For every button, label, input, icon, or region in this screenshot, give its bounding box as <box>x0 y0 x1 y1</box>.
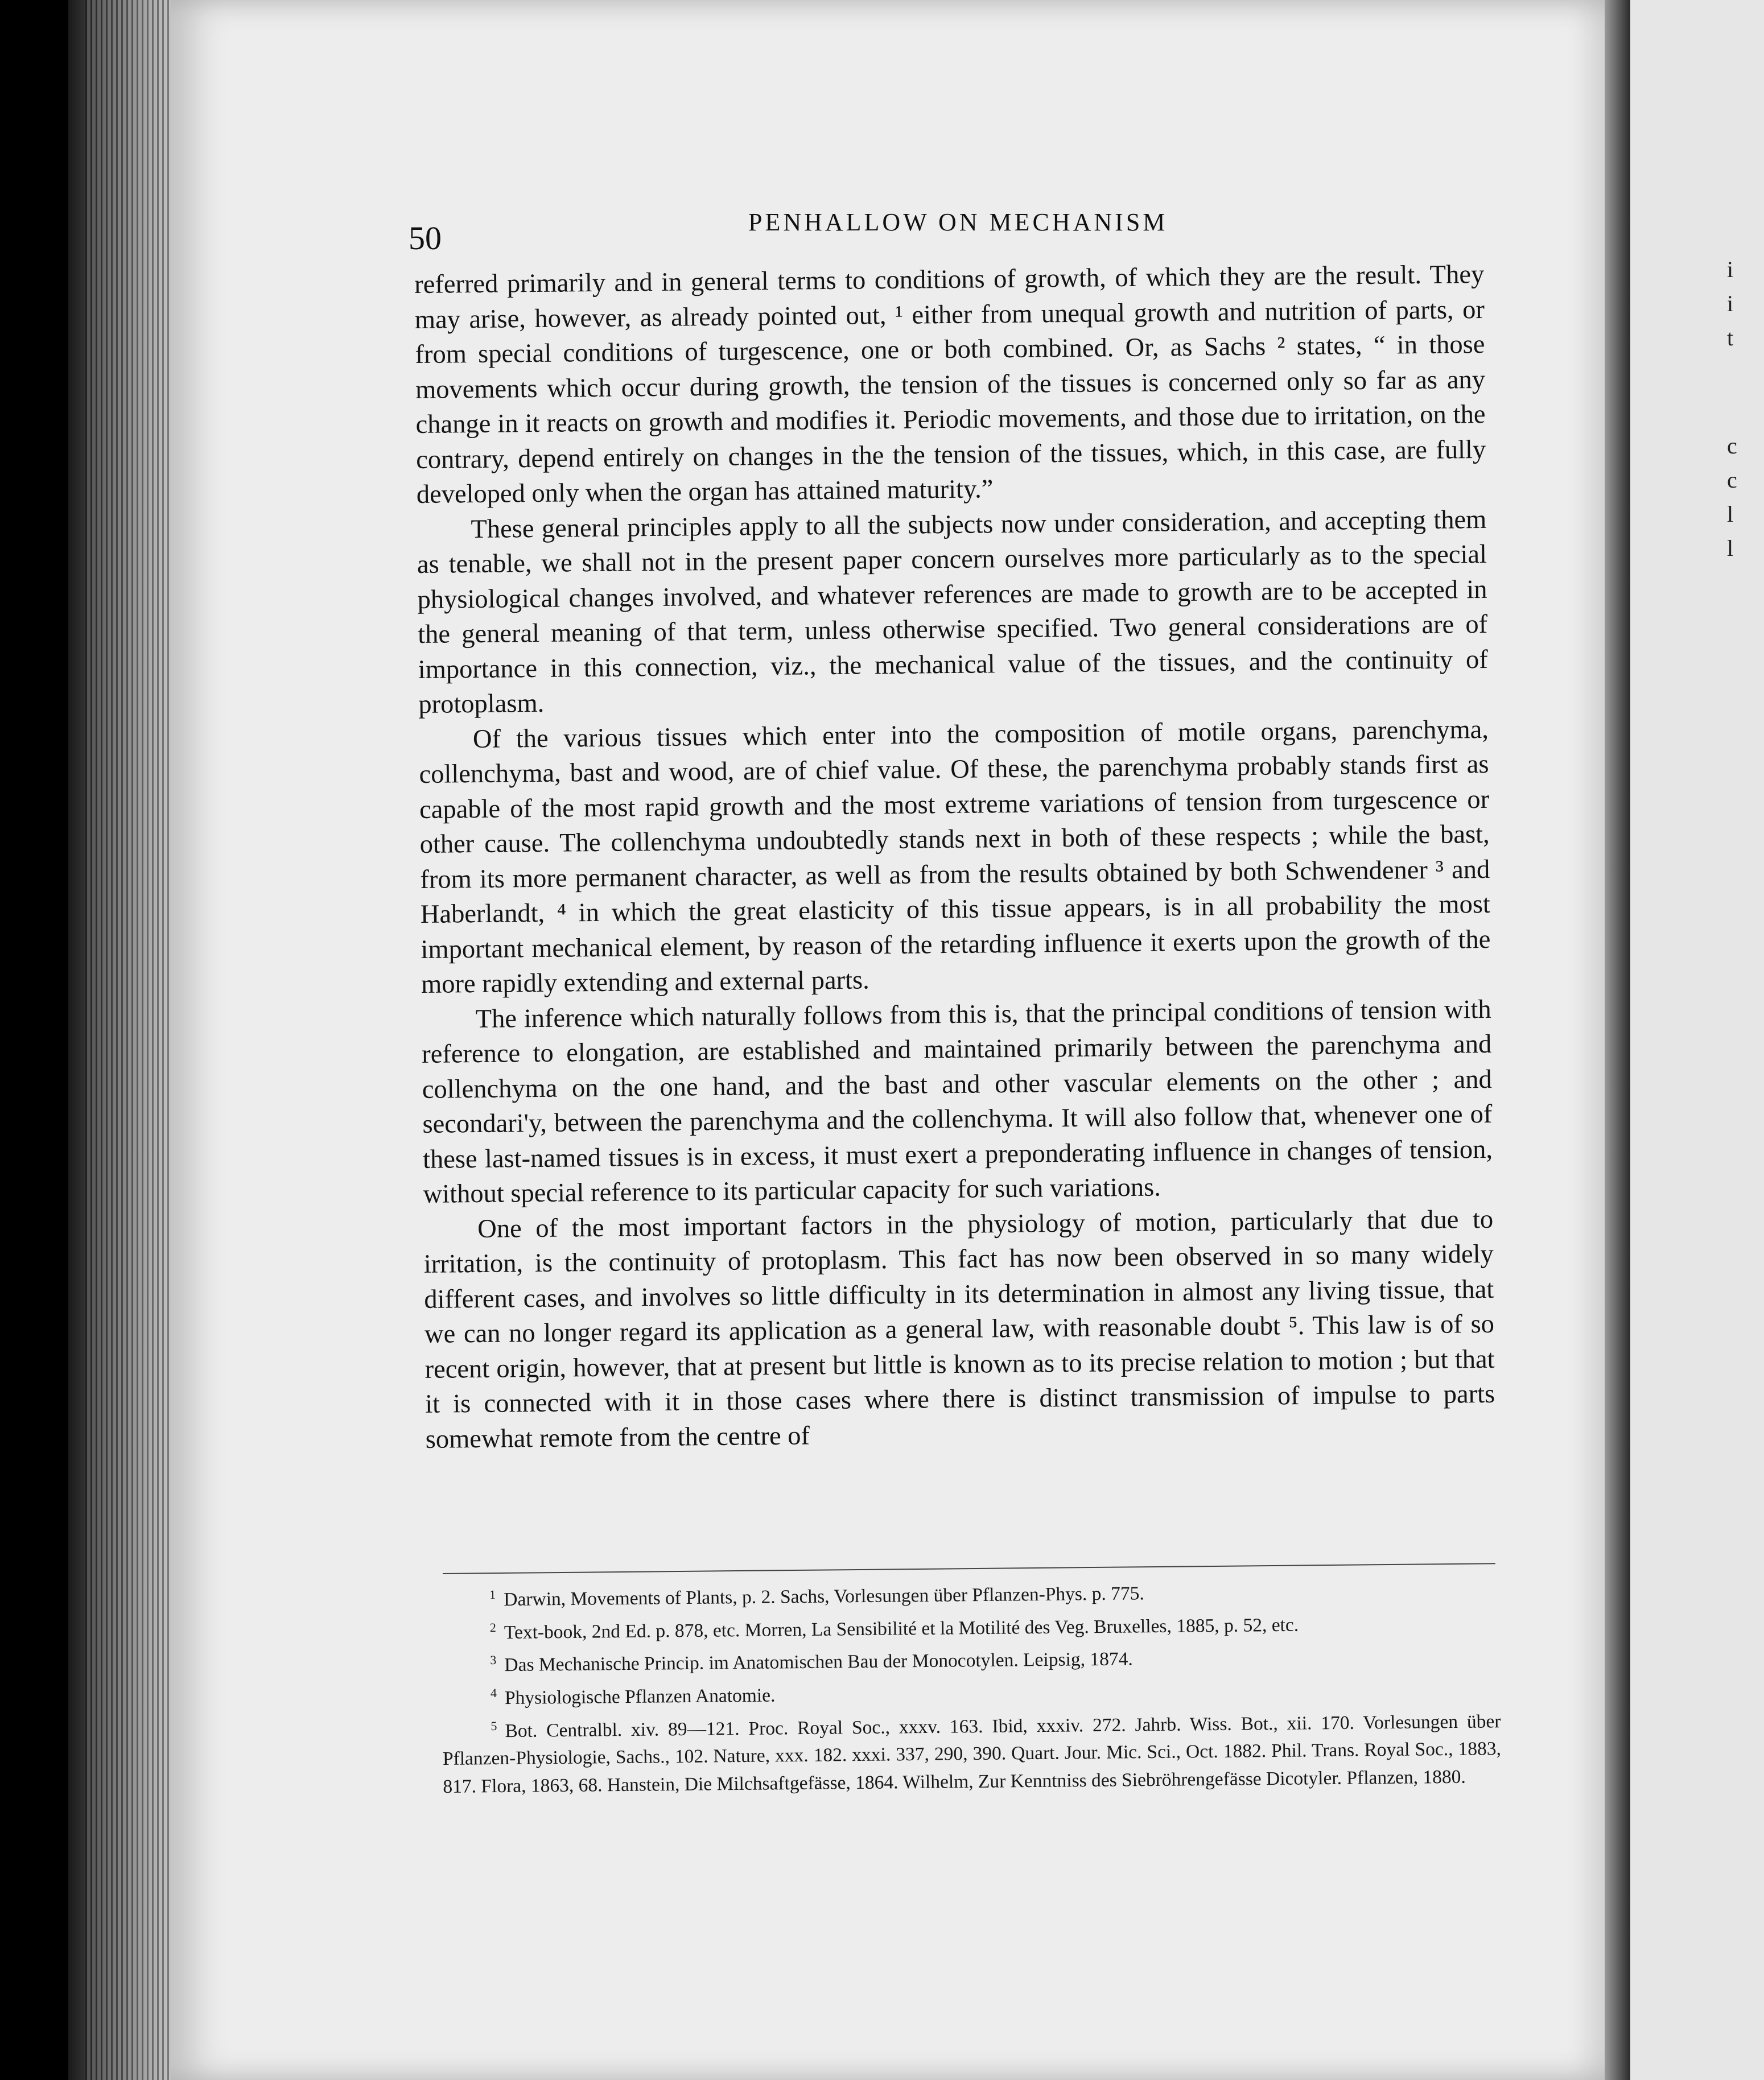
footnote-mark: 2 <box>489 1620 496 1635</box>
paragraph: One of the most important factors in the physiology of motion, particularly that due to irritation, is the continuity of protoplasm. This fact has now been observed in so many widely different cases, and involves so little difficulty in its determination in almost any living tissue, that we can no longer regard its application as a general law, with reasonable doubt ⁵. This law is of so recent origin, however, that at present but little is known as to its precise relation to motion ; but that it is connected with it in those cases where there is distinct transmission of impulse to parts somewhat remote from the centre of <box>423 1204 1495 1454</box>
facing-page-char: l <box>1727 501 1734 527</box>
paragraph: referred primarily and in general terms to conditions of growth, of which they are the result. They may arise, however, as already pointed out, ¹ either from unequal growth and nutrition of parts, or from special conditions of turgescence, one or both combined. Or, as Sachs ² states, “ in those movements which occur during growth, the tension of the tissues is concerned only so far as any change in it reacts on growth and modifies it. Periodic movements, and those due to irritation, on the contrary, depend entirely on changes in the the tension of the tissues, which, in this case, are fully developed only when the organ has attained maturity.” <box>414 259 1486 509</box>
facing-page-char: i <box>1727 291 1734 316</box>
paragraph: Of the various tissues which enter into the composition of motile organs, parenchyma, collenchyma, bast and wood, are of chief value. Of these, the parenchyma probably stands first as capable of the most rapid growth and the most extreme variations of tension from turgescence or other cause. The collenchyma undoubtedly stands next in both of these respects ; while the bast, from its more permanent character, as well as from the results obtained by both Schwendener ³ and Haberlandt, ⁴ in which the great elasticity of this tissue appears, is in all probability the most important mechanical element, by reason of the retarding influence it exerts upon the growth of the more rapidly extending and external parts. <box>419 715 1491 999</box>
facing-page-char: l <box>1727 535 1734 561</box>
page-edges-stack <box>85 0 171 2080</box>
footnote-text: Physiologische Pflanzen Anatomie. <box>504 1685 776 1709</box>
page-number: 50 <box>409 220 442 257</box>
footnote-text: Darwin, Movements of Plants, p. 2. Sachs, Vorlesungen über Pflanzen-Phys. p. 775. <box>504 1583 1144 1611</box>
footnote <box>442 1703 1501 1801</box>
book-gutter <box>1605 0 1630 2080</box>
paragraph: The inference which naturally follows from this is, that the principal conditions of tension with reference to elongation, are established and maintained primarily between the parenchyma and collenchyma on the one hand, and the bast and other vascular elements on the other ; and secondari'y, between the parenchyma and the collenchyma. It will also follow that, whenever one of these last-named tissues is in excess, it must exert a preponderating influence in changes of tension, without special reference to its particular capacity for such variations. <box>422 994 1493 1209</box>
facing-page-char: i <box>1727 257 1734 282</box>
body-text <box>414 257 1495 1457</box>
footnote-mark: 5 <box>491 1718 497 1733</box>
footnote-text: Das Mechanische Princip. im Anatomischen Bau der Monocotylen. Leipsig, 1874. <box>504 1648 1133 1676</box>
facing-page-char: t <box>1727 325 1734 350</box>
footnote-mark: 3 <box>490 1653 497 1668</box>
paragraph: These general principles apply to all the subjects now under consideration, and accepting them as tenable, we shall not in the present paper concern ourselves more particularly as to the special physiological changes involved, and whatever references are made to growth are to be accepted in the general meaning of that term, unless otherwise specified. Two general considerations are of importance in this connection, viz., the mechanical value of the tissues, and the continuity of protoplasm. <box>417 505 1488 719</box>
facing-page-char: c <box>1727 467 1737 493</box>
footnote-text: Bot. Centralbl. xiv. 89—121. Proc. Royal Soc., xxxv. 163. Ibid, xxxiv. 272. Jahrb. Wiss. Bot., xii. 170. Vorlesungen über Pflanzen-Physiologie, Sachs., 102. Nature, xxx. 182. xxxi. 337, 290, 390. Quart. Jour. Mic. Sci., Oct. 1882. Phil. Trans. Royal Soc., 1883, 817. Flora, 1863, 68. Hanstein, Die Milchsaftgefässe, 1864. Wilhelm, Zur Kenntniss des Siebröhrengefässe Dicotyler. Pflanzen, 1880. <box>442 1710 1502 1797</box>
facing-page-char: c <box>1727 433 1737 459</box>
footnote-text: Text-book, 2nd Ed. p. 878, etc. Morren, La Sensibilité et la Motilité des Veg. Bruxelles, 1885, p. 52, etc. <box>504 1614 1299 1643</box>
footnote-mark: 4 <box>490 1686 497 1701</box>
facing-page-edge <box>1630 0 1764 2080</box>
running-head: PENHALLOW ON MECHANISM <box>748 208 1168 236</box>
footnote-mark: 1 <box>489 1587 496 1602</box>
footnotes <box>441 1571 1502 1801</box>
